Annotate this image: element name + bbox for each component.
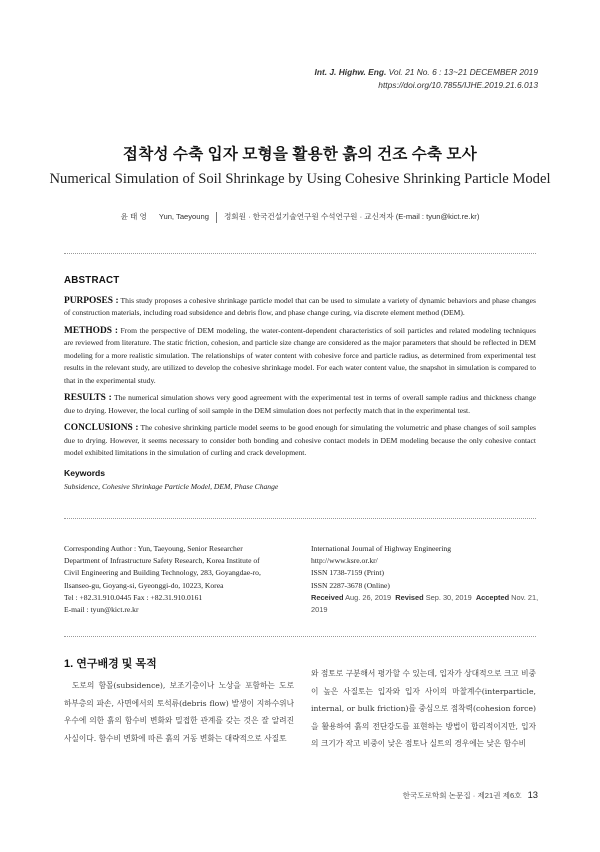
- author-name-korean: 윤 태 영: [120, 212, 147, 221]
- title-english: Numerical Simulation of Soil Shrinkage by Using Cohesive Shrinking Particle Model: [49, 171, 551, 187]
- journal-name: Int. J. Highw. Eng.: [314, 67, 387, 77]
- results-label: RESULTS :: [64, 393, 112, 403]
- accepted-date: Nov. 21, 2019: [311, 592, 539, 615]
- journal-info-name: International Journal of Highway Engineering: [311, 544, 452, 553]
- revised-date: Sep. 30, 2019: [425, 592, 472, 602]
- journal-issue: Vol. 21 No. 6 : 13~21 DECEMBER 2019: [388, 67, 538, 77]
- corresponding-email[interactable]: E-mail : tyun@kict.re.kr: [64, 605, 139, 615]
- corresponding-line: Civil Engineering and Building Technology, 283, Goyangdae-ro,: [64, 568, 261, 578]
- received-label: Received: [311, 592, 344, 602]
- corresponding-line: Corresponding Author : Yun, Taeyoung, Senior Researcher: [64, 544, 243, 553]
- journal-info-block: [311, 543, 541, 616]
- abstract: [64, 275, 536, 494]
- author-affiliation: 정회원 · 한국건설기술연구원 수석연구원 · 교신저자 (E-mail : tyun@kict.re.kr): [223, 212, 480, 221]
- page-footer: [403, 789, 538, 801]
- keywords-list: Subsidence, Cohesive Shrinkage Particle Model, DEM, Phase Change: [64, 482, 279, 491]
- methods-text: From the perspective of DEM modeling, the water-content-dependent characteristics of soil particles and related modeling techniques are reviewed from literature. The static friction, cohesion, and particle size change are considered as the major parameters that should be reflected in DEM modeling for a more realistic simulation. The relationships of water content with cohesive force and particle radius, as determined from experimental test results in the relevant study, are utilized to develop the cohesive shrinkage model. For each water content value, the snapshot in simulation is compared to that in the experimental study.: [64, 325, 536, 385]
- conclusions-label: CONCLUSIONS :: [64, 423, 139, 433]
- section-1-heading: 1. 연구배경 및 목적: [64, 658, 157, 670]
- corresponding-line: Ilsanseo-gu, Goyang-si, Gyeonggi-do, 10223, Korea: [64, 580, 224, 590]
- section-1-right-column: [311, 665, 536, 753]
- keywords-heading: Keywords: [64, 467, 106, 478]
- abstract-heading: ABSTRACT: [64, 275, 120, 286]
- corresponding-line: Department of Infrastructure Safety Research, Korea Institute of: [64, 556, 260, 566]
- title-korean: 접착성 수축 입자 모형을 활용한 흙의 건조 수축 모사: [122, 146, 478, 163]
- accepted-label: Accepted: [475, 592, 510, 602]
- divider-top: [64, 253, 536, 254]
- results-text: The numerical simulation shows very good agreement with the experimental test in terms of overall sample radius and thickness change due to drying. However, the local curling of soil sample in the DEM simulation does not perfectly match that in the experimental test.: [64, 393, 536, 415]
- methods-label: METHODS :: [64, 325, 118, 336]
- purposes-text: This study proposes a cohesive shrinkage particle model that can be used to simulate a variety of dynamic behaviors and phase changes of construction materials, including road subsidence and debris flow, and phase change curing, via discrete element method (DEM).: [64, 295, 536, 317]
- conclusions-text: The cohesive shrinking particle model seems to be good enough for simulating the volumetric and phase changes of soil samples due to drying. However, it seems necessary to consider both bonding and cohesive contact models in DEM modeling because the only cohesive contact model exhibited limitations in the simulation of curling and crack development.: [64, 423, 537, 457]
- revised-label: Revised: [395, 592, 424, 602]
- dates-line: [311, 592, 541, 616]
- page-number: 13: [527, 789, 538, 800]
- author-name-english: Yun, Taeyoung: [158, 212, 209, 221]
- journal-info-url[interactable]: http://www.ksre.or.kr/: [311, 556, 378, 566]
- abstract-results: [64, 392, 536, 417]
- abstract-conclusions: [64, 422, 536, 460]
- section-1-paragraph-continued: 와 점토로 구분해서 평가할 수 있는데, 입자가 상대적으로 크고 비중이 높은 사질토는 입자와 입자 사이의 마찰계수(interparticle, internal, or bulk friction)를 중심으로 점착력(cohesion force)을 활용하여 흙의 전단강도를 표현하는 방법이 합리적이지만, 입자의 크기가 작고 비중이 낮은 점토나 실트의 경우에는 낮은 함수비: [311, 669, 536, 749]
- divider-bottom: [64, 636, 536, 637]
- author-line: [0, 211, 600, 223]
- footer-journal: 한국도로학회 논문집 · 제21권 제6호: [402, 791, 522, 800]
- journal-header: [315, 66, 539, 92]
- doi-link[interactable]: https://doi.org/10.7855/IJHE.2019.21.6.013: [378, 80, 538, 90]
- abstract-purposes: [64, 295, 536, 320]
- section-1-paragraph: 도로의 함몰(subsidence), 보조기층이나 노상을 포함하는 도로 하부층의 파손, 사면에서의 토석류(debris flow) 발생이 지하수위나 우수에 의한 흙의 함수비 변화와 밀접한 관계를 갖는 것은 잘 알려진 사실이다. 함수비 변화에 따른 흙의 거동 변화는 대략적으로 사질토: [64, 681, 294, 743]
- purposes-label: PURPOSES :: [64, 295, 119, 306]
- received-date: Aug. 26, 2019: [345, 592, 392, 602]
- corresponding-author-block: [64, 543, 297, 616]
- journal-info-issn-online: ISSN 2287-3678 (Online): [311, 580, 390, 590]
- corresponding-line: Tel : +82.31.910.0445 Fax : +82.31.910.0161: [64, 592, 203, 602]
- author-divider: [216, 212, 217, 223]
- divider-middle: [64, 518, 536, 519]
- journal-info-issn-print: ISSN 1738-7159 (Print): [311, 568, 384, 578]
- section-1-left-column: [64, 655, 294, 747]
- abstract-methods: [64, 325, 536, 388]
